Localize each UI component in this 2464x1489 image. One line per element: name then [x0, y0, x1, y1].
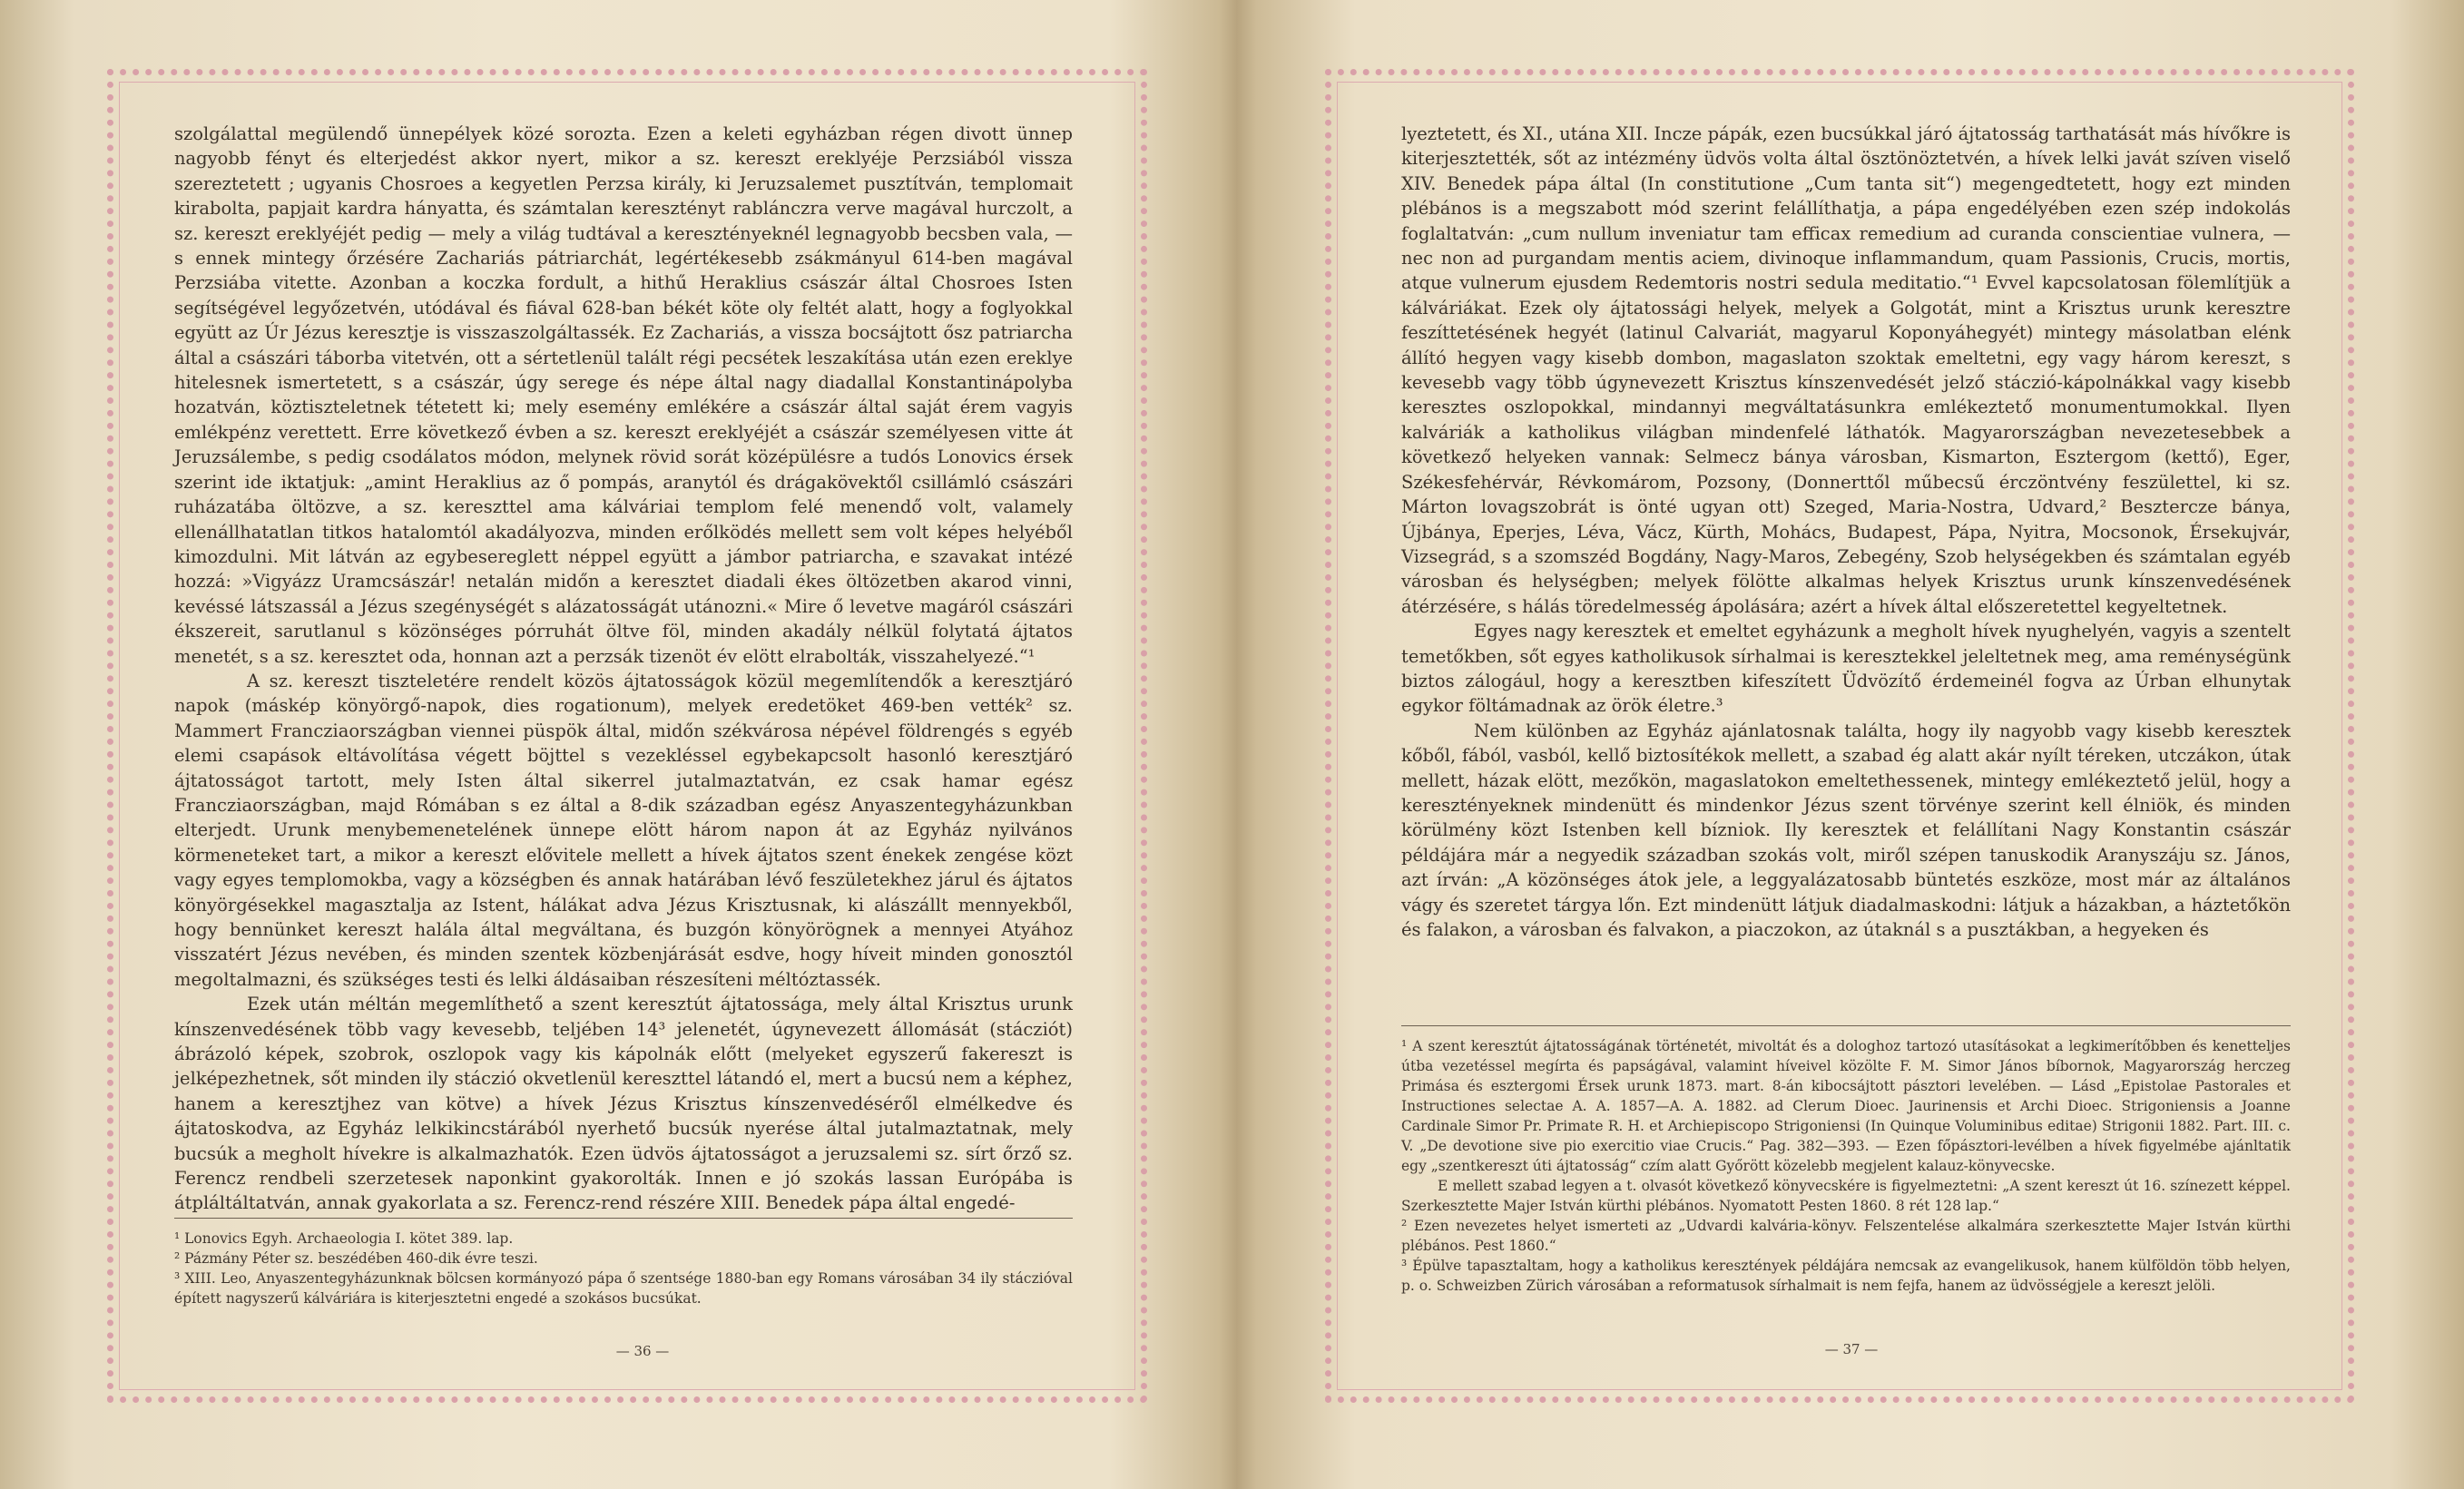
paragraph: Ezek után méltán megemlíthető a szent keresztút ájtatossága, mely által Krisztus urunk kínszenvedésének több vagy kevesebb, teljében 14³ jelenetét, úgynevezett állomását (stácziót) ábrázoló képek, szobrok, oszlopok vagy kis kápolnák előtt (melyeket egyszerű fakereszt is jelképezhetnek, sőt minden ily stáczió okvetlenül kereszttel látandó el, mert a bucsú nem a képhez, hanem a keresztjhez van kötve) a hívek Jézus Krisztus kínszenvedéséről elmélkedve és ájtatoskodva, az Egyház lelkikincstárából nyerhető bucsúk nyerése által jutalmaztatnak, mely bucsúk a megholt hívekre is alkalmazhatók. Ezen üdvös ájtatosságot a jeruzsalemi sz. sírt őrző sz. Ferencz rendbeli szerzetesek naponkint gyakorolták. Innen e jó szokás lassan Európába is átpláltáltatván, annak gyakorlata a sz. Ferencz-rend részére XIII. Benedek pápa által engedé-	[174, 994, 1073, 1214]
footnotes	[174, 1229, 1073, 1308]
footnote: ³ Épülve tapasztaltam, hogy a katholikus keresztények példájára nemcsak az evangelikusok, hanem külföldön több helyen, p. o. Schweizben Zürich városában a reformatusok sírhalmait is nem fejfa, hanem az üdvösségjele a kereszt jelöli.	[1401, 1258, 2291, 1294]
page-number: — 36 —	[615, 1343, 670, 1359]
paragraph: A sz. kereszt tiszteletére rendelt közös ájtatosságok közül megemlítendők a keresztjáró napok (máskép könyörgő-napok, dies rogationum), melyek eredetöket 469-ben vették² sz. Mammert Francziaországban viennei püspök által, midőn székvárosa népével földrengés s egyéb elemi csapások eltávolítása végett böjttel s vezekléssel egybekapcsolt hasonló keresztjáró ájtatosságot tartott, mely Isten által sikerrel jutalmaztatván, ez csak hamar egész Francziaországban, majd Rómában s ez által a 8-dik században egész Anyaszentegyházunkban elterjedt. Urunk menybemenetelének ünnepe elött három napon át az Egyház nyilvános körmeneteket tart, a mikor a kereszt elővitele mellett a hívek ájtatos szent énekek zengése közt vagy egyes templomokba, vagy a községben és annak határában lévő feszületekhez járul és ájtatos könyörgésekkel magasztalja az Istent, hálákat adva Jézus Krisztusnak, ki alászállt mennyekből, hogy bennünket kereszt halála által megváltana, és buzgón könyörögnek a mennyei Atyához visszatért Jézus nevében, és minden szentek közbenjárását esdve, hogy híveit minden gonosztól megoltalmazni, és szükséges testi és lelki áldásaiban részesíteni méltóztassék.	[174, 670, 1073, 990]
paragraph: lyeztetett, és XI., utána XII. Incze pápák, ezen bucsúkkal járó ájtatosság tarthatását más hívőkre is kiterjesztették, sőt az intézmény üdvös volta által ösztönöztetvén, a hívek lelki javát szíven viselő XIV. Benedek pápa által (In constitutione „Cum tanta sit“) megengedtetett, hogy ezt minden plébános is a megszabott mód szerint felállíthatja, a pápa engedélyében ezen szép indokolás foglaltatván: „cum nullum inveniatur tam efficax remedium ad curanda conscientiae vulnera, — nec non ad purgandam mentis aciem, divinoque inflammandum, quam Passionis, Crucis, mortis, atque vulnerum ejusdem Redemtoris nostri sedula meditatio.“¹ Evvel kapcsolatosan fölemlítjük a kálváriákat. Ezek oly ájtatossági helyek, melyek a Golgotát, mint a Krisztus urunk keresztre feszíttetésének hegyét (latinul Calvariát, magyarul Koponyáhegyét) mintegy másolatban elénk állító hegyen vagy kisebb dombon, magaslaton szoktak emeltetni, egy vagy három kereszt, s kevesebb vagy több úgynevezett Krisztus kínszenvedését jelző stáczió-kápolnákkal vagy kisebb keresztes oszlopokkal, mindannyi megváltatásunkra emlékeztető monumentumokkal. Ilyen kalváriák a katholikus világban mindenfelé láthatók. Magyarországban nevezetesebbek a következő helyeken vannak: Selmecz bánya városban, Kismarton, Esztergom (kettő), Eger, Székesfehérvár, Révkomárom, Pozsony, (Donnerttől műbecsű érczöntvény feszülettel, ki sz. Márton lovagszobrát is önté ugyan ott) Szeged, Maria-Nostra, Udvard,² Besztercze bánya, Újbánya, Eperjes, Léva, Vácz, Kürth, Mohács, Budapest, Pápa, Nyitra, Mocsonok, Érsekujvár, Vizsegrád, s a szomszéd Bogdány, Nagy-Maros, Zebegény, Szob helységekben és számtalan egyéb városban és helységben; melyek fölötte alkalmas helyek Krisztus urunk kínszenvedésének átérzésére, s hálás töredelmesség ápolására; azért a hívek által előszeretettel kegyeltetnek.	[1401, 123, 2291, 617]
footnote-rule	[1401, 1025, 2291, 1026]
body-text	[174, 122, 1073, 1216]
footnote: ² Ezen nevezetes helyet ismerteti az „Udvardi kalvária-könyv. Felszentelése alkalmára szerkesztette Majer István kürthi plébános. Pest 1860.“	[1401, 1218, 2291, 1254]
footnote: ¹ A szent keresztút ájtatosságának történetét, mivoltát és a dologhoz tartozó utasításokat a legkimerítőbben és kenetteljes útba vezetéssel megírta és papságával, valamint híveivel közölte F. M. Simor János bíbornok, Magyarország herczeg Primása és esztergomi Érsek urunk 1873. mart. 8-án kibocsájtott pásztori levelében. — Lásd „Epistolae Pastorales et Instructiones selectae A. A. 1857—A. A. 1882. ad Clerum Dioec. Jaurinensis et Archi Dioec. Strigoniensis a Joanne Cardinale Simor Pr. Primate R. H. et Archiepiscopo Strigoniensi (In Quinque Voluminibus editae) Strigonii 1882. Part. III. c. V. „De devotione sive pio exercitio viae Crucis.“ Pag. 382—393. — Ezen főpásztori-levélben a hívek figyelmébe ajánltatik egy „szentkereszt úti ájtatosság“ czím alatt Győrött közelebb megjelent kalauz-könyvecske.	[1401, 1038, 2291, 1174]
footnote: E mellett szabad legyen a t. olvasót következő könyvecskére is figyelmeztetni: „A szent kereszt út 16. színezett képpel. Szerkesztette Majer István kürthi plébános. Nyomatott Pesten 1860. 8 rét 128 lap.“	[1401, 1178, 2291, 1214]
paragraph: Nem különben az Egyház ajánlatosnak találta, hogy ily nagyobb vagy kisebb keresztek kőből, fából, vasból, kellő biztosítékok mellett, a szabad ég alatt akár nyílt téreken, utczákon, útak mellett, házak elött, mezőkön, magaslatokon emeltethessenek, mintegy emlékeztető jelül, hogy a keresztényeknek mindenütt és mindenkor Jézus szent törvénye szerint kell élniök, és minden körülmény közt Istenben kell bízniok. Ily keresztek et felállítani Nagy Konstantin császár példájára már a negyedik században szokás volt, miről szépen tanuskodik Aranyszáju sz. János, azt írván: „A közönséges átok jele, a leggyalázatosabb büntetés eszköze, most már az általános vágy és szeretet tárgya lőn. Ezt mindenütt látjuk diadalmaskodni: látjuk a házakban, a háztetőkön és falakon, a városban és falvakon, a piaczokon, az útaknál s a pusztákban, a hegyeken és	[1401, 720, 2291, 940]
right-page	[1232, 0, 2464, 1489]
footnote-rule	[174, 1218, 1073, 1219]
page-number: — 37 —	[1824, 1341, 1879, 1357]
paragraph: Egyes nagy keresztek et emeltet egyházunk a megholt hívek nyughelyén, vagyis a szentelt temetőkben, sőt egyes katholikusok sírhalmai is keresztekkel jeleltetnek meg, ama reménységünk biztos zálogául, hogy a keresztben kifeszített Üdvözítő érdemeinél fogva az Úrban elhunytak egykor föltámadnak az örök életre.³	[1401, 621, 2291, 717]
footnotes	[1401, 1036, 2291, 1296]
footnote: ² Pázmány Péter sz. beszédében 460-dik évre teszi.	[174, 1250, 538, 1267]
body-text	[1401, 122, 2291, 942]
footnote: ³ XIII. Leo, Anyaszentegyházunknak bölcsen kormányozó pápa ő szentsége 1880-ban egy Romans városában 34 ily stáczióval épített nagyszerű kálváriára is kiterjesztetni engedé a szokásos bucsúkat.	[174, 1270, 1073, 1307]
paragraph: szolgálattal megülendő ünnepélyek közé sorozta. Ezen a keleti egyházban régen divott ünnep nagyobb fényt és elterjedést akkor nyert, mikor a sz. kereszt ereklyéje Perzsiából vissza szereztetett ; ugyanis Chosroes a kegyetlen Perzsa király, ki Jeruzsalemet pusztítván, templomait kirabolta, papjait kardra hányatta, és számtalan keresztényt rablánczra verve magával hurczolt, a sz. kereszt ereklyéjét pedig — mely a világ tudtával a keresztényeknél legnagyobb becsben vala, — s ennek mintegy őrzésére Zachariás pátriarchát, legértékesebb zsákmányul 614-ben magával Perzsiába vitette. Azonban a koczka fordult, a hithű Heraklius császár által Chosroes Isten segítségével legyőzetvén, utódával és fiával 628-ban békét köte oly feltét alatt, hogy a foglyokkal együtt az Úr Jézus keresztje is visszaszolgáltassék. Ez Zachariás, a vissza bocsájtott ősz patriarcha által a császári táborba vitetvén, ott a sértetlenül talált régi pecsétek leszakítása után ezen ereklye hitelesnek ismertetett, s a császár, úgy serege és népe által nagy diadallal Konstantinápolyba hozatván, köztiszteletnek tétetett ki; mely esemény emlékére a császár által saját érem vagyis emlékpénz verettett. Erre következő évben a sz. kereszt ereklyéjét a császár személyesen vitte át Jeruzsálembe, s pedig csodálatos módon, melynek rövid sorát középülésre a tudós Lonovics érsek szerint ide iktatjuk: „amint Heraklius az ő pompás, aranytól és drágakövektől csillámló császári ruházatába öltözve, a sz. kereszttel ama kálváriai templom felé menendő volt, valamely ellenállhatatlan titkos hatalomtól akadályozva, minden erőlködés mellett sem volt képes helyéből kimozdulni. Mit látván az egybesereglett néppel együtt a jámbor patriarcha, e szavakat intézé hozzá: »Vigyázz Uramcsászár! netalán midőn a keresztet diadali ékes öltözetben akarod vinni, kevéssé látszassál a Jézus szegénységét s alázatosságát utánozni.« Mire ő levetve magáról császári ékszereit, sarutlanul s közönséges pórruhát öltve föl, minden akadály nélkül folytatá ájtatos menetét, s a sz. keresztet oda, honnan azt a perzsák tizenöt év elött elrabolták, visszahelyezé.“¹	[174, 123, 1073, 667]
footnote: ¹ Lonovics Egyh. Archaeologia I. kötet 389. lap.	[174, 1230, 514, 1247]
